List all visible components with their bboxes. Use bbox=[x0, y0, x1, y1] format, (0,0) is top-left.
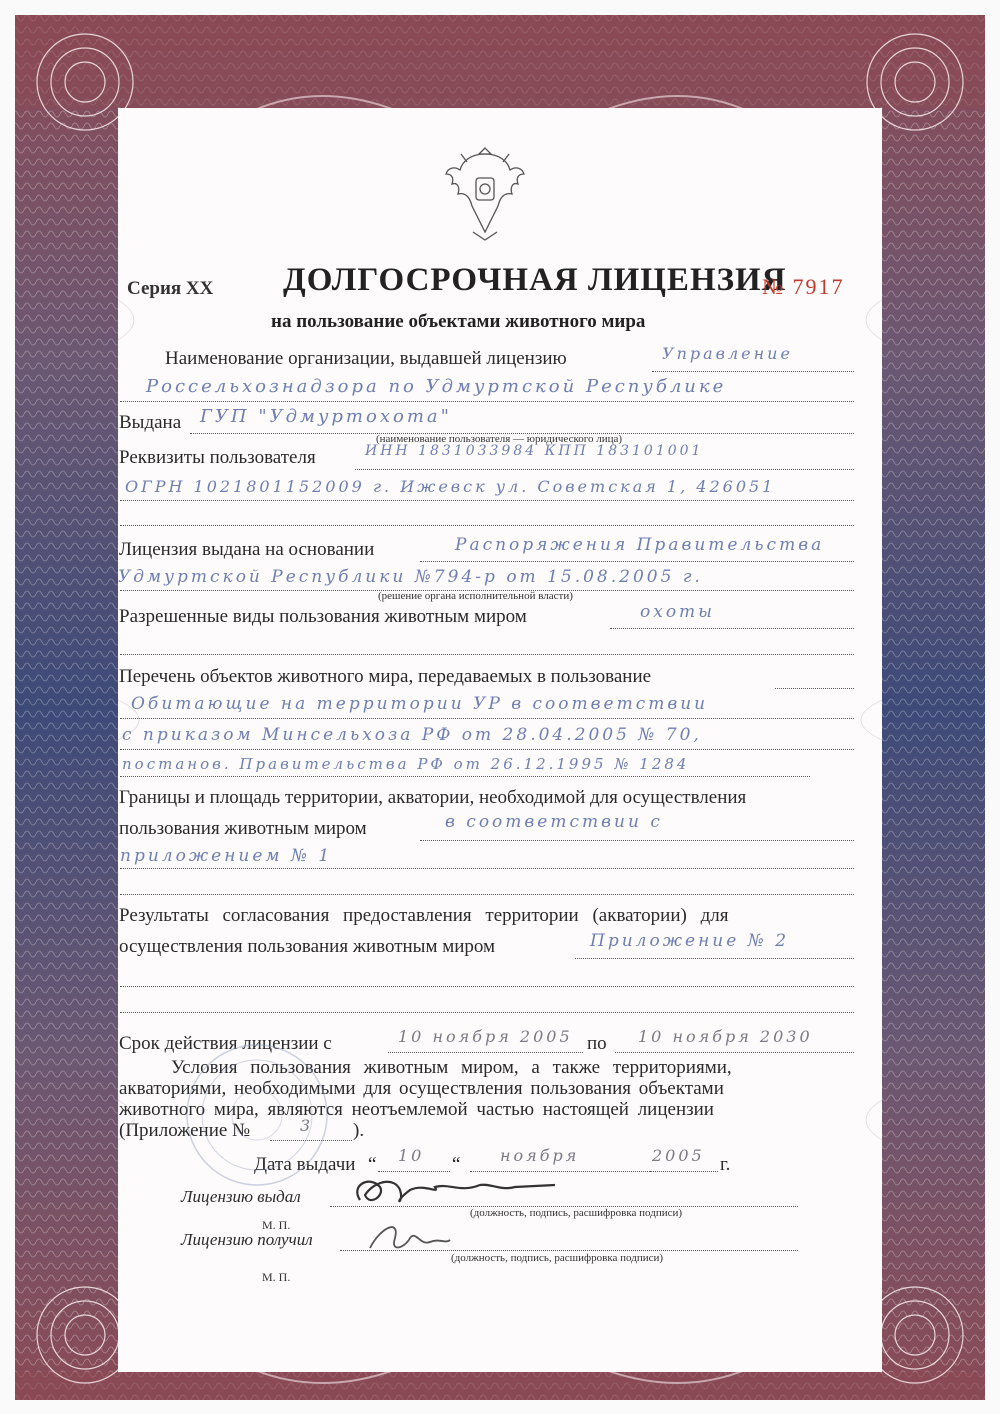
term-to-label: по bbox=[587, 1033, 607, 1054]
conditions-appendix-number: 3 bbox=[300, 1116, 314, 1135]
objects-value-2: с приказом Минсельхоза РФ от 28.04.2005 № 70, bbox=[122, 725, 702, 745]
objects-value-3: постанов. Правительства РФ от 26.12.1995 № 1284 bbox=[122, 755, 690, 773]
series-label: Серия XX bbox=[127, 278, 214, 299]
issuer-label: Наименование организации, выдавшей лицензию bbox=[165, 348, 567, 369]
requisites-value-2: ОГРН 1021801152009 г. Ижевск ул. Советская 1, 426051 bbox=[125, 477, 776, 496]
document-title: ДОЛГОСРОЧНАЯ ЛИЦЕНЗИЯ bbox=[283, 262, 787, 298]
conditions-line-3: животного мира, являются неотъемлемой частью настоящей лицензии bbox=[119, 1099, 714, 1120]
results-label-2: осуществления пользования животным миром bbox=[119, 936, 496, 957]
issue-day: 10 bbox=[398, 1146, 425, 1165]
requisites-label: Реквизиты пользователя bbox=[119, 447, 316, 468]
term-to: 10 ноября 2030 bbox=[638, 1027, 813, 1046]
round-seal-stamp bbox=[182, 1040, 332, 1190]
results-value: Приложение № 2 bbox=[590, 931, 790, 951]
received-by-sign-hint: (должность, подпись, расшифровка подписи) bbox=[451, 1252, 664, 1264]
basis-value-2: Удмуртской Республики №794-р от 15.08.2005 г. bbox=[118, 567, 703, 587]
term-label: Срок действия лицензии с bbox=[119, 1033, 332, 1054]
borders-label-1: Границы и площадь территории, акватории, необходимой для осуществления bbox=[119, 787, 747, 808]
requisites-value-1: ИНН 1831033984 КПП 183101001 bbox=[365, 443, 704, 459]
issue-year-suffix: г. bbox=[720, 1154, 731, 1175]
license-number: № 7917 bbox=[762, 274, 845, 299]
received-by-stamp-place: М. П. bbox=[262, 1270, 291, 1284]
basis-value-1: Распоряжения Правительства bbox=[455, 535, 825, 555]
issued-to-hint: (наименование пользователя — юридического лица) bbox=[376, 433, 623, 445]
issuer-value-2: Россельхознадзора по Удмуртской Республике bbox=[146, 376, 727, 397]
issue-date-label: Дата выдачи bbox=[254, 1154, 356, 1175]
issued-by-stamp-place: М. П. bbox=[262, 1218, 291, 1232]
issued-to-value: ГУП "Удмуртохота" bbox=[200, 406, 452, 427]
issue-year: 2005 bbox=[652, 1146, 705, 1165]
double-headed-eagle-icon bbox=[440, 140, 530, 245]
results-label-1: Результаты согласования предоставления территории (акватории) для bbox=[119, 905, 729, 926]
document-subtitle: на пользование объектами животного мира bbox=[271, 311, 646, 332]
uses-value: охоты bbox=[640, 602, 716, 622]
conditions-line-2: акваториями, необходимыми для осуществления пользования объектами bbox=[119, 1078, 724, 1099]
borders-value-1: в соответствии с bbox=[445, 812, 663, 832]
borders-value-2: приложением № 1 bbox=[120, 846, 333, 866]
objects-label: Перечень объектов животного мира, передаваемых в пользование bbox=[119, 666, 652, 687]
conditions-line-1: Условия пользования животным миром, а также территориями, bbox=[171, 1057, 732, 1078]
objects-value-1: Обитающие на территории УР в соответствии bbox=[131, 694, 709, 714]
borders-label-2: пользования животным миром bbox=[119, 818, 367, 839]
term-from: 10 ноября 2005 bbox=[398, 1027, 573, 1046]
issued-by-label: Лицензию выдал bbox=[181, 1187, 301, 1206]
issuer-value-1: Управление bbox=[662, 344, 793, 363]
basis-hint: (решение органа исполнительной власти) bbox=[378, 590, 573, 602]
uses-label: Разрешенные виды пользования животным миром bbox=[119, 606, 527, 627]
issued-by-sign-hint: (должность, подпись, расшифровка подписи) bbox=[470, 1207, 683, 1219]
basis-label: Лицензия выдана на основании bbox=[119, 539, 375, 560]
received-by-label: Лицензию получил bbox=[181, 1230, 313, 1249]
conditions-line-4-post: ). bbox=[353, 1120, 365, 1141]
issued-to-label: Выдана bbox=[119, 412, 182, 433]
conditions-line-4-pre: (Приложение № bbox=[119, 1120, 251, 1141]
issue-month: ноября bbox=[500, 1146, 580, 1165]
